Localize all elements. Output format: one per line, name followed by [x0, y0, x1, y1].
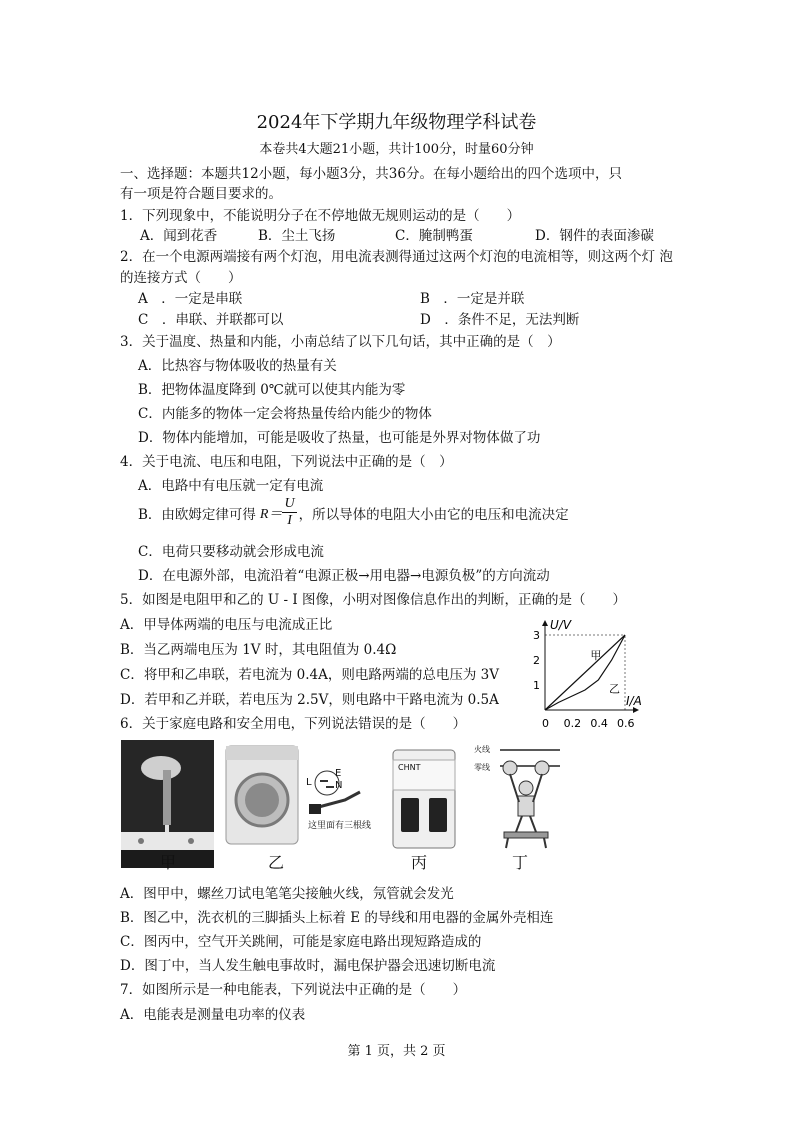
q6-option-d: D．图丁中，当人发生触电事故时，漏电保护器会迅速切断电流	[120, 958, 496, 974]
plug-label-n: N	[335, 780, 343, 791]
q7-stem: 7．如图所示是一种电能表，下列说法中正确的是（ ）	[120, 982, 467, 998]
y-tick-label: 1	[533, 679, 540, 692]
q2-stem-line1: 2．在一个电源两端接有两个灯泡，用电流表测得通过这两个灯泡的电流相等，则这两个灯 泡	[120, 249, 673, 265]
fig-yi-plug	[305, 740, 385, 868]
chart-series-group	[545, 635, 625, 710]
q6-stem: 6．关于家庭电路和安全用电，下列说法错误的是（ ）	[120, 716, 467, 732]
u-i-chart	[520, 615, 650, 730]
section1-instructions-line2: 有一项是符合题目要求的。	[120, 186, 282, 202]
x-axis-label: I/A	[626, 694, 642, 708]
q5-option-d: D．若甲和乙并联，若电压为 2.5V，则电路中干路电流为 0.5A	[120, 692, 499, 708]
q6-option-c: C．图丙中，空气开关跳闸，可能是家庭电路出现短路造成的	[120, 934, 482, 950]
page-footer: 第 1 页，共 2 页	[347, 1044, 446, 1059]
q1-option-b: B．尘土飞扬	[258, 228, 336, 244]
q6-option-b: B．图乙中，洗衣机的三脚插头上标着 E 的导线和用电器的金属外壳相连	[120, 910, 554, 926]
fig-ding-electric-shock	[470, 740, 560, 868]
fig-label-jia: 甲	[160, 853, 177, 872]
origin-label: 0	[542, 717, 549, 730]
q2-stem-line2: 的连接方式（ ）	[120, 270, 242, 286]
ohm-formula-lhs: R＝	[259, 506, 283, 522]
exam-subtitle: 本卷共4大题21小题，共计100分，时量60分钟	[259, 142, 534, 157]
q4-option-d: D．在电源外部，电流沿着“电源正极→用电器→电源负极”的方向流动	[138, 568, 550, 584]
plug-label-l: L	[306, 777, 312, 788]
q5-option-b: B．当乙两端电压为 1V 时，其电阻值为 0.4Ω	[120, 642, 397, 658]
y-axis-label: U/V	[550, 618, 572, 632]
circuit-breaker-icon	[385, 740, 475, 850]
three-pin-plug-icon	[305, 740, 385, 850]
fig-label-ding: 丁	[512, 853, 529, 872]
ohm-formula-fraction	[282, 496, 296, 529]
fig-label-bing: 丙	[411, 853, 428, 872]
q5-option-c: C．将甲和乙串联，若电流为 0.4A，则电路两端的总电压为 3V	[120, 667, 499, 683]
q1-option-a: A．闻到花香	[140, 228, 218, 244]
exam-title: 2024年下学期九年级物理学科试卷	[256, 112, 537, 133]
screwdriver-tester-icon	[121, 740, 214, 850]
series-label-jia: 甲	[590, 648, 602, 662]
q4-stem: 4．关于电流、电压和电阻，下列说法中正确的是（ ）	[120, 454, 453, 470]
q5-option-a: A．甲导体两端的电压与电流成正比	[120, 617, 333, 633]
ohm-formula-denominator: I	[287, 513, 292, 528]
q3-option-a: A．比热容与物体吸收的热量有关	[138, 358, 337, 374]
q4-option-b	[138, 496, 569, 529]
q3-stem: 3．关于温度、热量和内能，小南总结了以下几句话，其中正确的是（ ）	[120, 334, 561, 350]
q3-option-d: D．物体内能增加，可能是吸收了热量，也可能是外界对物体做了功	[138, 430, 541, 446]
plug-label-e: E	[335, 768, 342, 779]
fig-yi-washing-machine	[214, 740, 314, 868]
q2-option-c: C ．串联、并联都可以	[138, 312, 284, 328]
q1-stem: 1．下列现象中，不能说明分子在不停地做无规则运动的是（ ）	[120, 208, 521, 224]
x-tick-label: 0.2	[563, 717, 582, 730]
q6-option-a: A．图甲中，螺丝刀试电笔笔尖接触火线，氖管就会发光	[120, 886, 454, 902]
q5-stem: 5．如图是电阻甲和乙的 U - I 图像，小明对图像信息作出的判断，正确的是（ ）	[120, 592, 627, 608]
chart-ticks-group	[533, 629, 635, 730]
fig-label-yi: 乙	[268, 853, 285, 872]
washing-machine-icon	[214, 740, 314, 850]
neutral-wire-label: 零线	[474, 763, 490, 772]
q3-option-c: C．内能多的物体一定会将热量传给内能少的物体	[138, 406, 432, 422]
q7-option-a: A．电能表是测量电功率的仪表	[120, 1007, 306, 1023]
fig-jia-screwdriver-tester	[121, 740, 214, 868]
q4-option-c: C．电荷只要移动就会形成电流	[138, 544, 324, 560]
q2-option-d: D ．条件不足，无法判断	[420, 312, 580, 328]
washer-note: 这里面有三根线	[308, 821, 372, 831]
section1-instructions-line1: 一、选择题：本题共12小题，每小题3分，共36分。在每小题给出的四个选项中，只	[120, 166, 622, 182]
q3-option-b: B．把物体温度降到 0℃就可以使其内能为零	[138, 382, 406, 398]
fig-bing-air-switch	[385, 740, 475, 868]
q2-option-a: A ．一定是串联	[138, 291, 243, 307]
q1-option-c: C．腌制鸭蛋	[395, 228, 473, 244]
live-wire-label: 火线	[474, 745, 490, 754]
x-tick-label: 0.6	[617, 717, 635, 730]
y-tick-label: 2	[533, 654, 540, 667]
person-shock-icon	[470, 740, 560, 850]
series-line-jia	[545, 635, 625, 710]
x-tick-label: 0.4	[590, 717, 608, 730]
breaker-brand: CHNT	[398, 763, 421, 772]
y-tick-label: 3	[533, 629, 540, 642]
q4-option-a: A．电路中有电压就一定有电流	[138, 478, 324, 494]
ohm-formula-numerator: U	[284, 496, 295, 511]
series-label-yi: 乙	[609, 682, 620, 696]
q2-option-b: B ．一定是并联	[420, 291, 525, 307]
q4-option-b-suffix: ，所以导体的电阻大小由它的电压和电流决定	[298, 506, 569, 523]
q1-option-d: D．钢件的表面渗碳	[535, 228, 654, 244]
q4-option-b-prefix: B．由欧姆定律可得	[138, 506, 256, 523]
